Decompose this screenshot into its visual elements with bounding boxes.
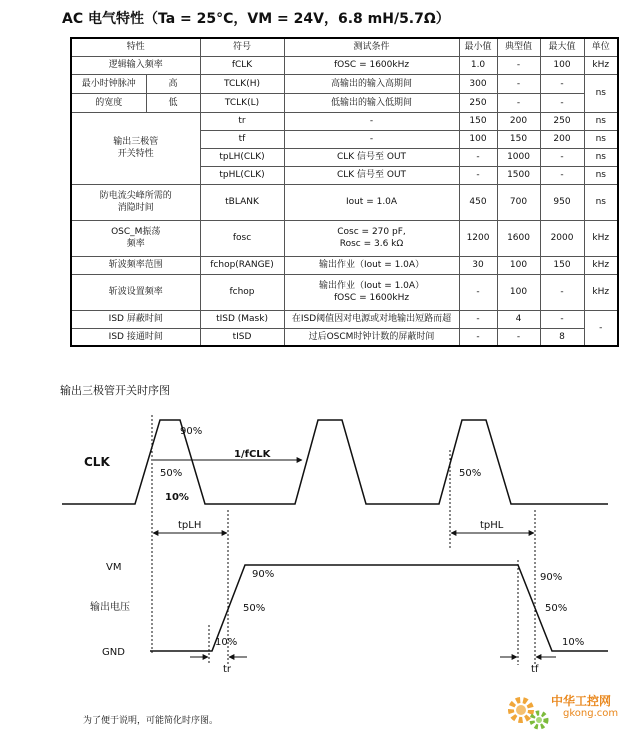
out2-50-label: 50% xyxy=(545,603,568,614)
cell-unit: kHz xyxy=(584,220,618,256)
cell-min: 300 xyxy=(459,74,497,93)
cell-unit: ns xyxy=(584,166,618,184)
switching-timing-diagram xyxy=(0,400,638,680)
cell-symbol: tpLH(CLK) xyxy=(200,148,284,166)
cell-symbol: tISD xyxy=(200,328,284,346)
cell-min: 1200 xyxy=(459,220,497,256)
cell-max: - xyxy=(540,74,584,93)
cell-symbol: TCLK(H) xyxy=(200,74,284,93)
header-characteristic: 特性 xyxy=(71,38,200,56)
cell-unit: ns xyxy=(584,74,618,112)
cell-characteristic: 斩波频率范围 xyxy=(71,256,200,274)
vm-label: VM xyxy=(106,562,122,573)
cell-characteristic: 斩波设置频率 xyxy=(71,274,200,310)
cell-max: - xyxy=(540,148,584,166)
tplh-label: tpLH xyxy=(178,520,202,531)
cell-typ: 1600 xyxy=(497,220,540,256)
clk-10-label: 10% xyxy=(165,492,189,503)
cell-condition: fOSC = 1600kHz xyxy=(284,56,459,74)
cell-characteristic: 输出三极管 开关特性 xyxy=(71,112,200,184)
cell-symbol: TCLK(L) xyxy=(200,93,284,112)
cell-symbol: fchop xyxy=(200,274,284,310)
cell-symbol: tr xyxy=(200,112,284,130)
header-min: 最小值 xyxy=(459,38,497,56)
cell-max: - xyxy=(540,274,584,310)
out-90-label: 90% xyxy=(252,569,275,580)
cell-typ: 4 xyxy=(497,310,540,328)
cell-symbol: tISD (Mask) xyxy=(200,310,284,328)
watermark-text: 中华工控网 xyxy=(551,694,612,708)
cell-min: - xyxy=(459,310,497,328)
cell-characteristic: 的宽度 xyxy=(71,93,146,112)
cell-min: 250 xyxy=(459,93,497,112)
cell-characteristic: OSC_M振荡 频率 xyxy=(71,220,200,256)
cell-condition: 高输出的输入高期间 xyxy=(284,74,459,93)
cell-characteristic: ISD 接通时间 xyxy=(71,328,200,346)
cell-min: - xyxy=(459,148,497,166)
header-max: 最大值 xyxy=(540,38,584,56)
period-label: 1/fCLK xyxy=(234,449,271,460)
table-row xyxy=(71,310,618,328)
table-row xyxy=(71,328,618,346)
cell-condition: - xyxy=(284,130,459,148)
cell-symbol: fchop(RANGE) xyxy=(200,256,284,274)
cell-max: 150 xyxy=(540,256,584,274)
cell-condition: Iout = 1.0A xyxy=(284,184,459,220)
clk2-50-label: 50% xyxy=(459,468,482,479)
header-symbol: 符号 xyxy=(200,38,284,56)
cell-max: - xyxy=(540,166,584,184)
header-typ: 典型值 xyxy=(497,38,540,56)
table-row xyxy=(71,112,618,130)
cell-unit: ns xyxy=(584,148,618,166)
cell-condition: 在ISD阈值因对电源或对地输出短路而超 xyxy=(284,310,459,328)
cell-unit: - xyxy=(584,310,618,346)
tphl-label: tpHL xyxy=(480,520,504,531)
output-voltage-label: 输出电压 xyxy=(90,602,130,613)
clk-90-label: 90% xyxy=(180,426,203,437)
cell-max: 250 xyxy=(540,112,584,130)
cell-typ: - xyxy=(497,93,540,112)
cell-unit: kHz xyxy=(584,256,618,274)
cell-min: 30 xyxy=(459,256,497,274)
tf-label: tf xyxy=(531,664,539,675)
cell-unit: ns xyxy=(584,112,618,130)
header-unit: 单位 xyxy=(584,38,618,56)
out-10-label: 10% xyxy=(215,637,238,648)
cell-min: 1.0 xyxy=(459,56,497,74)
cell-max: - xyxy=(540,310,584,328)
cell-typ: - xyxy=(497,328,540,346)
gnd-label: GND xyxy=(102,647,125,658)
tr-label: tr xyxy=(223,664,232,675)
ac-characteristics-table xyxy=(70,37,619,347)
cell-condition: 输出作业（Iout = 1.0A） xyxy=(284,256,459,274)
cell-typ: - xyxy=(497,56,540,74)
cell-condition: CLK 信号至 OUT xyxy=(284,148,459,166)
cell-condition: 低输出的输入低期间 xyxy=(284,93,459,112)
table-row xyxy=(71,274,618,310)
table-row xyxy=(71,256,618,274)
cell-unit: ns xyxy=(584,130,618,148)
cell-typ: 150 xyxy=(497,130,540,148)
table-row xyxy=(71,74,618,93)
cell-max: 8 xyxy=(540,328,584,346)
cell-typ: 1000 xyxy=(497,148,540,166)
cell-min: - xyxy=(459,328,497,346)
cell-characteristic: 逻辑输入频率 xyxy=(71,56,200,74)
cell-max: 2000 xyxy=(540,220,584,256)
cell-max: - xyxy=(540,93,584,112)
cell-symbol: tBLANK xyxy=(200,184,284,220)
cell-max: 950 xyxy=(540,184,584,220)
cell-condition: 输出作业（Iout = 1.0A） fOSC = 1600kHz xyxy=(284,274,459,310)
table-row xyxy=(71,184,618,220)
cell-min: - xyxy=(459,274,497,310)
footnote: 为了便于说明，可能简化时序图。 xyxy=(83,716,219,726)
clk-50-label: 50% xyxy=(160,468,183,479)
cell-min: - xyxy=(459,166,497,184)
watermark-url: gkong.com xyxy=(563,708,619,719)
cell-unit: ns xyxy=(584,184,618,220)
table-row xyxy=(71,93,618,112)
cell-symbol: tf xyxy=(200,130,284,148)
out2-90-label: 90% xyxy=(540,572,563,583)
gear-icon xyxy=(505,684,551,734)
cell-symbol: fosc xyxy=(200,220,284,256)
watermark-logo xyxy=(505,684,635,740)
cell-sub-condition: 低 xyxy=(146,93,200,112)
cell-characteristic: ISD 屏蔽时间 xyxy=(71,310,200,328)
cell-unit: kHz xyxy=(584,56,618,74)
table-header-row xyxy=(71,38,618,56)
cell-characteristic: 防电流尖峰所需的 消隐时间 xyxy=(71,184,200,220)
cell-max: 200 xyxy=(540,130,584,148)
cell-max: 100 xyxy=(540,56,584,74)
cell-unit: kHz xyxy=(584,274,618,310)
cell-typ: 200 xyxy=(497,112,540,130)
timing-diagram-heading: 输出三极管开关时序图 xyxy=(60,384,170,397)
cell-condition: CLK 信号至 OUT xyxy=(284,166,459,184)
table-row xyxy=(71,220,618,256)
cell-symbol: fCLK xyxy=(200,56,284,74)
cell-typ: 1500 xyxy=(497,166,540,184)
cell-typ: 700 xyxy=(497,184,540,220)
cell-sub-condition: 高 xyxy=(146,74,200,93)
header-test-condition: 测试条件 xyxy=(284,38,459,56)
cell-min: 100 xyxy=(459,130,497,148)
cell-symbol: tpHL(CLK) xyxy=(200,166,284,184)
cell-typ: 100 xyxy=(497,274,540,310)
cell-characteristic: 最小时钟脉冲 xyxy=(71,74,146,93)
cell-typ: - xyxy=(497,74,540,93)
page-title: AC 电气特性（Ta = 25°C，VM = 24V，6.8 mH/5.7Ω） xyxy=(62,11,450,27)
cell-min: 450 xyxy=(459,184,497,220)
out-50-label: 50% xyxy=(243,603,266,614)
clk-waveform xyxy=(62,420,608,504)
clk-label: CLK xyxy=(84,455,110,469)
cell-condition: 过后OSCM时钟计数的屏蔽时间 xyxy=(284,328,459,346)
cell-condition: - xyxy=(284,112,459,130)
cell-min: 150 xyxy=(459,112,497,130)
cell-condition: Cosc = 270 pF, Rosc = 3.6 kΩ xyxy=(284,220,459,256)
out2-10-label: 10% xyxy=(562,637,585,648)
table-row xyxy=(71,56,618,74)
cell-typ: 100 xyxy=(497,256,540,274)
